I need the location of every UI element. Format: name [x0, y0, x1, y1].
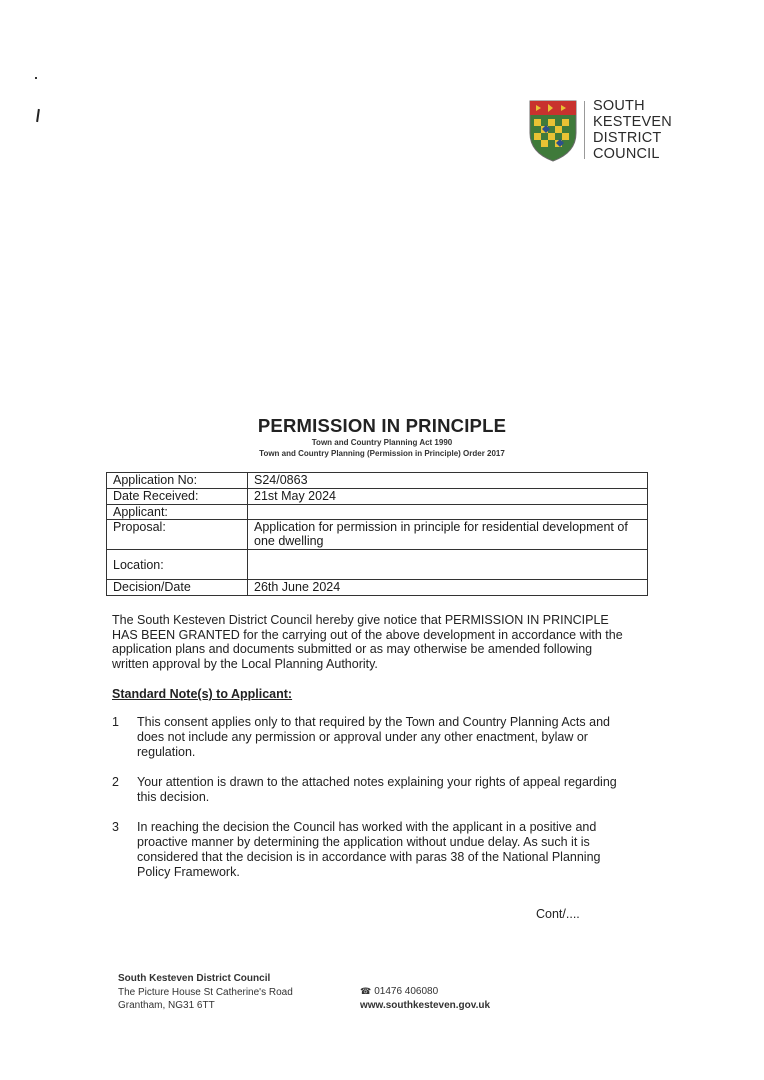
act-line-2: Town and Country Planning (Permission in Principle) Order 2017 [259, 449, 505, 458]
scan-mark [36, 109, 40, 122]
table-row [107, 550, 648, 580]
note-text: Your attention is drawn to the attached notes explaining your rights of appeal regarding this decision. [137, 775, 617, 804]
decision-label: Decision/Date [107, 580, 248, 596]
application-no-value: S24/0863 [248, 473, 648, 489]
decision-notice: The South Kesteven District Council hereby give notice that PERMISSION IN PRINCIPLE HAS BEEN GRANTED for the carrying out of the above development in accordance with the application plans and documents submitted or as may otherwise be amended following written approval by the Local Planning Authority. [112, 613, 623, 671]
logo-line: COUNCIL [593, 146, 660, 162]
scan-mark [35, 77, 37, 79]
proposal-value: Application for permission in principle for residential development of one dwelling [248, 520, 648, 550]
note-number: 1 [112, 715, 119, 729]
council-crest-logo [528, 99, 578, 163]
location-value [248, 550, 648, 580]
phone-icon: ☎ [360, 986, 372, 996]
council-logo-text [593, 98, 672, 162]
note-text: In reaching the decision the Council has worked with the applicant in a positive and proactive manner by determining the application without undue delay. As such it is considered that the decision is in accordance with paras 38 of the National Planning Policy Framework. [137, 820, 601, 879]
document-title: PERMISSION IN PRINCIPLE [257, 415, 507, 436]
footer-contact [360, 985, 490, 1012]
proposal-label: Proposal: [107, 520, 248, 550]
note-text: This consent applies only to that required by the Town and Country Planning Acts and does not include any permission or approval under any other enactment, bylaw or regulation. [137, 715, 610, 759]
table-row [107, 489, 648, 505]
footer-address-line: The Picture House St Catherine's Road [118, 986, 293, 998]
application-details-table [106, 472, 648, 596]
applicant-value [248, 505, 648, 520]
location-label: Location: [107, 550, 248, 580]
footer-phone [360, 985, 490, 999]
logo-line: SOUTH [593, 98, 645, 114]
footer-website[interactable]: www.southkesteven.gov.uk [360, 999, 491, 1011]
application-no-label: Application No: [107, 473, 248, 489]
logo-divider [584, 101, 585, 159]
table-row [107, 505, 648, 520]
continued-marker: Cont/.... [536, 907, 580, 921]
logo-line: KESTEVEN [593, 114, 672, 130]
decision-value: 26th June 2024 [248, 580, 648, 596]
logo-line: DISTRICT [593, 130, 662, 146]
note-number: 2 [112, 775, 119, 789]
date-received-value: 21st May 2024 [248, 489, 648, 505]
date-received-label: Date Received: [107, 489, 248, 505]
table-row [107, 473, 648, 489]
footer-council-name: South Kesteven District Council [118, 973, 271, 984]
table-row [107, 580, 648, 596]
notes-heading: Standard Note(s) to Applicant: [112, 687, 293, 701]
applicant-label: Applicant: [107, 505, 248, 520]
footer-address [118, 972, 293, 1013]
act-line-1: Town and Country Planning Act 1990 [311, 438, 453, 447]
note-number: 3 [112, 820, 119, 834]
footer-phone-number: 01476 406080 [374, 986, 439, 997]
footer-address-line: Grantham, NG31 6TT [118, 1000, 215, 1011]
table-row [107, 520, 648, 550]
